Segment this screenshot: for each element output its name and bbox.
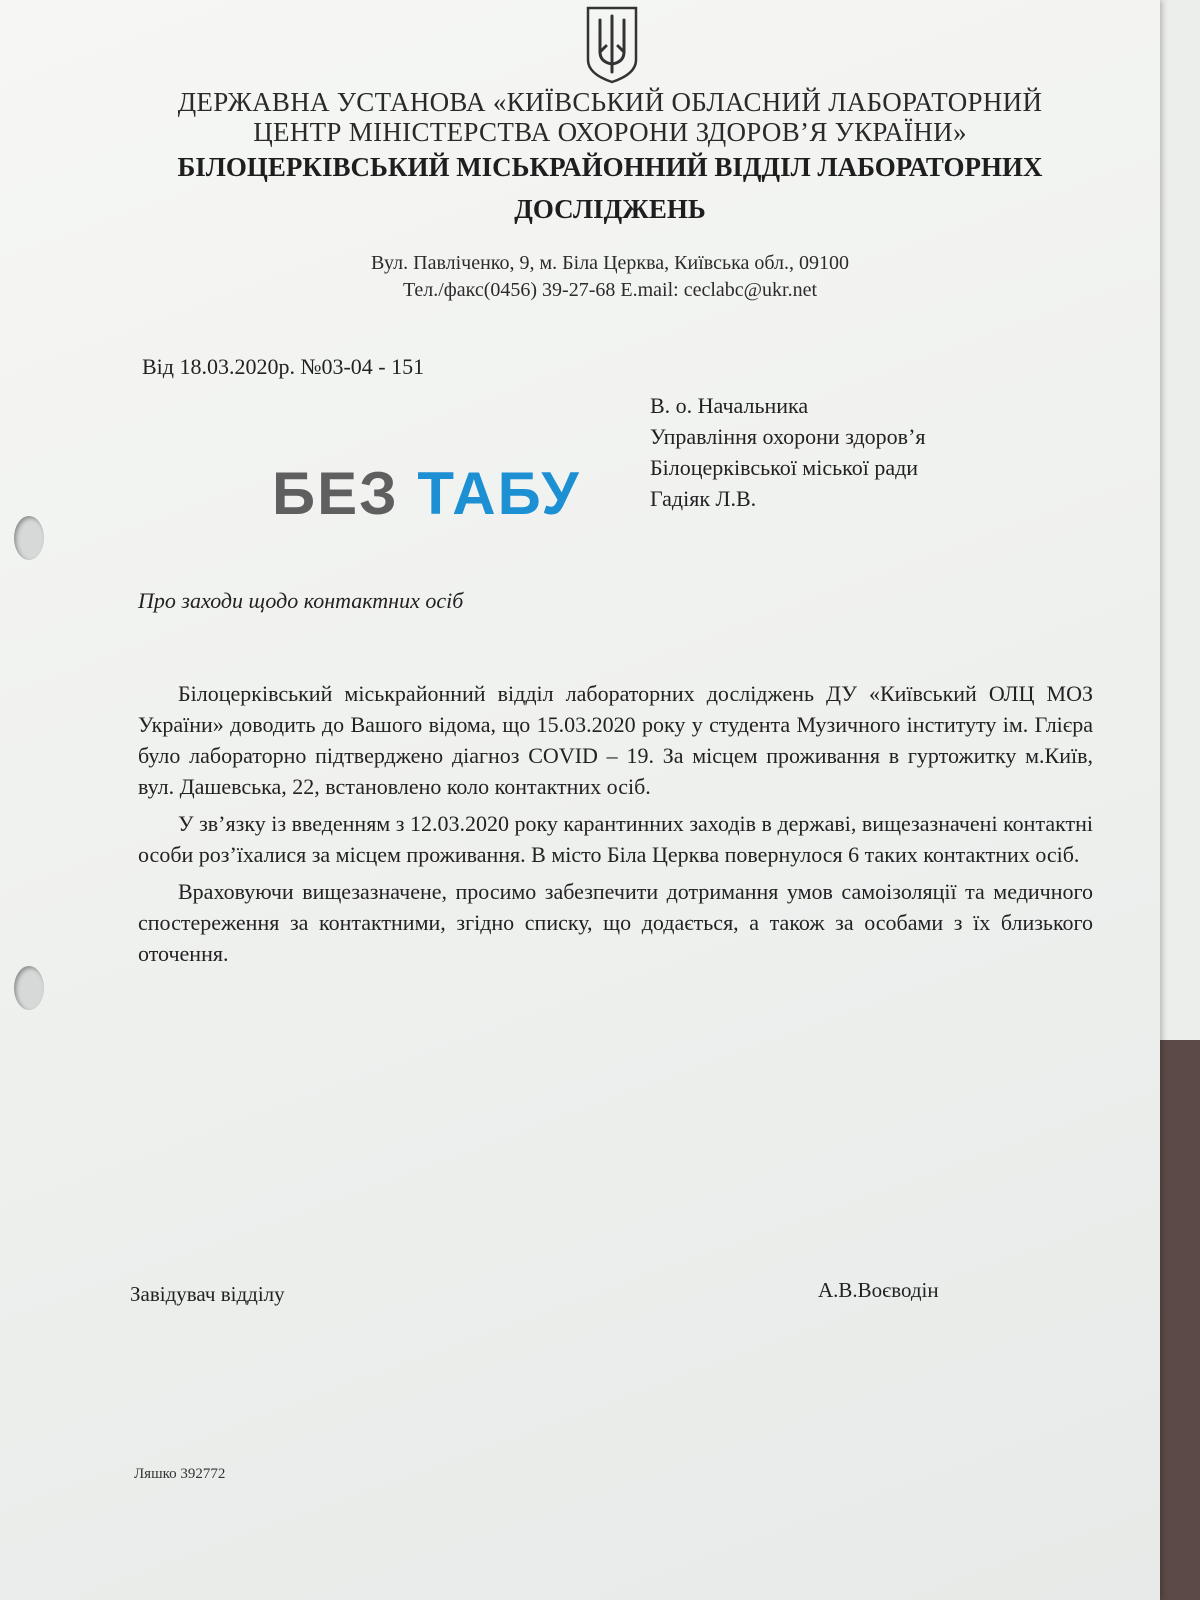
contacts-line: Тел./факс(0456) 39-27-68 E.mail: ceclabc@ukr.net: [402, 279, 818, 301]
subject-line: Про заходи щодо контактних осіб: [138, 588, 464, 613]
letter-body: [138, 678, 1093, 975]
header-line-1: ДЕРЖАВНА УСТАНОВА «КИЇВСЬКИЙ ОБЛАСНИЙ ЛАБОРАТОРНИЙ: [177, 87, 1043, 117]
punch-hole-top: [14, 516, 44, 560]
punch-hole-bottom: [14, 966, 44, 1010]
trident-emblem-icon: [584, 4, 640, 84]
body-paragraph-1: Білоцерківський міськрайонний відділ лабораторних досліджень ДУ «Київський ОЛЦ МОЗ України» доводить до Вашого відома, що 15.03.2020 року у студента Музичного інституту ім. Глієра було лабораторно підтверджено діагноз COVID – 19. За місцем проживання в гуртожитку м.Київ, вул. Дашевська, 22, встановлено коло контактних осіб.: [138, 681, 1093, 799]
body-paragraph-2: У зв’язку із введенням з 12.03.2020 року карантинних заходів в державі, вищезазначені контактні особи роз’їхалися за місцем проживання. В місто Біла Церква повернулося 6 таких контактних осіб.: [138, 811, 1093, 867]
signatory-position: Завідувач відділу: [130, 1282, 285, 1306]
watermark-logo: [272, 460, 581, 527]
recipient-line-4: Гадіяк Л.В.: [650, 486, 757, 511]
header-line-2: ЦЕНТР МІНІСТЕРСТВА ОХОРОНИ ЗДОРОВ’Я УКРАЇНИ»: [253, 117, 967, 147]
recipient-line-3: Білоцерківської міської ради: [650, 455, 919, 480]
body-paragraph-3: Враховуючи вищезазначене, просимо забезпечити дотримання умов самоізоляції та медичного спостереження за контактними, згідно списку, що додається, а також за особами з їх близького оточення.: [138, 879, 1093, 966]
address-line: Вул. Павліченко, 9, м. Біла Церква, Київська обл., 09100: [370, 252, 850, 274]
signatory-name: А.В.Воєводін: [818, 1278, 939, 1302]
header-line-3: БІЛОЦЕРКІВСЬКИЙ МІСЬКРАЙОННИЙ ВІДДІЛ ЛАБОРАТОРНИХ: [177, 152, 1043, 182]
recipient-line-2: Управління охорони здоров’я: [650, 424, 926, 449]
watermark-word-1: БЕЗ: [272, 460, 399, 527]
watermark-word-2: ТАБУ: [417, 460, 581, 527]
recipient-line-1: В. о. Начальника: [650, 393, 809, 418]
background-surface: [1160, 1040, 1200, 1600]
executor-note: Ляшко 392772: [134, 1466, 226, 1482]
header-line-4: ДОСЛІДЖЕНЬ: [514, 194, 706, 224]
recipient-block: [650, 390, 926, 514]
document-reference: Від 18.03.2020р. №03-04 - 151: [142, 354, 425, 379]
